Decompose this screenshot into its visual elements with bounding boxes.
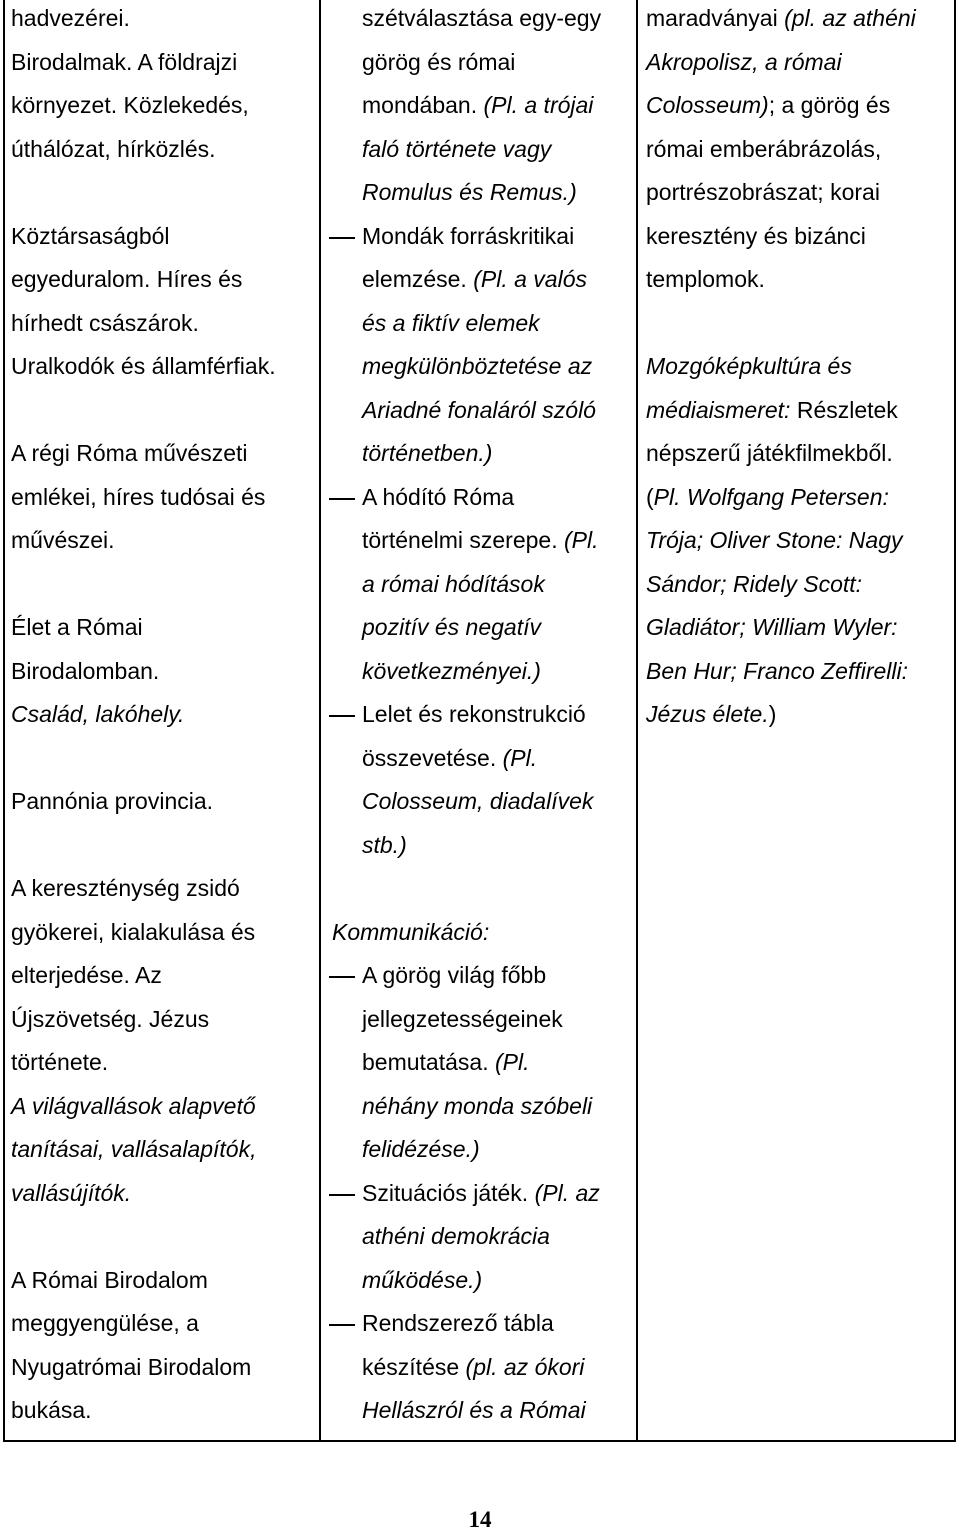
col2-line — [362, 1265, 482, 1295]
col1-text: egyeduralom. Híres és — [11, 266, 243, 292]
col1-line — [11, 134, 216, 164]
col1-text: vallásújítók. — [11, 1179, 132, 1206]
col1-text: Uralkodók és államférfiak. — [11, 353, 276, 379]
col3-line — [646, 569, 862, 599]
col1-text: bukása. — [11, 1397, 92, 1423]
col1-line — [11, 873, 240, 903]
col2-text: szétválasztása egy-egy — [362, 5, 602, 31]
curriculum-table — [3, 0, 956, 1442]
col1-line — [11, 1265, 208, 1295]
col3-text: népszerű játékfilmekből. — [646, 440, 893, 466]
col2-text: pozitív és negatív — [362, 614, 541, 640]
col1-line — [11, 960, 162, 990]
col2-line — [362, 1352, 584, 1382]
col3-text: római emberábrázolás, — [646, 135, 882, 162]
col1-text: Újszövetség. Jézus — [11, 1005, 210, 1032]
col2-line — [362, 1134, 480, 1164]
col2-text: (Pl. — [563, 527, 599, 553]
col3-line — [646, 90, 890, 120]
col1-line — [11, 786, 213, 816]
col2-text: mondában. — [362, 92, 484, 118]
col3-text: Mozgóképkultúra és — [646, 353, 852, 379]
col2-line — [362, 1178, 600, 1208]
col3-text: Jézus élete. — [646, 701, 769, 727]
col2-line — [362, 177, 577, 207]
col1-text: Élet a Római — [11, 614, 143, 640]
col3-text: ) — [768, 701, 777, 727]
col3-line — [646, 525, 903, 555]
col2-text: Colosseum, diadalívek — [362, 788, 594, 814]
col2-line — [362, 308, 540, 338]
col1-text: hírhedt császárok. — [11, 309, 199, 336]
col2-text: Hellászról és a Római — [362, 1397, 586, 1423]
col2-text: történelmi szerepe. — [362, 527, 564, 553]
col2-line — [362, 47, 515, 77]
col2-line — [362, 1004, 563, 1034]
col1-text: Birodalomban. — [11, 657, 160, 684]
col1-text: Köztársaságból — [11, 222, 170, 249]
col1-line — [11, 1395, 92, 1425]
col2-line — [362, 612, 541, 642]
col2-line — [362, 830, 407, 860]
col2-text: görög és római — [362, 48, 516, 75]
col3-line — [646, 699, 776, 729]
col2-line — [362, 1221, 550, 1251]
col1-text: gyökerei, kialakulása és — [11, 918, 256, 945]
col1-line — [11, 1004, 209, 1034]
col1-text: Birodalmak. A földrajzi — [11, 48, 238, 75]
col2-text: (Pl. — [502, 744, 538, 771]
col3-text: Sándor; Ridely Scott: — [646, 570, 863, 597]
col3-text: médiaismeret: — [646, 396, 791, 423]
col2-line — [362, 134, 551, 164]
col1-line — [11, 3, 130, 33]
list-dash-icon — [329, 715, 355, 717]
col2-line — [362, 395, 596, 425]
column-divider-1 — [319, 0, 321, 1440]
col1-line — [11, 656, 159, 686]
col1-line — [11, 47, 237, 77]
col2-text: működése.) — [362, 1266, 483, 1293]
col1-text: Pannónia provincia. — [11, 788, 214, 814]
col1-line — [11, 351, 276, 381]
col2-line — [362, 656, 541, 686]
col2-line — [362, 1395, 586, 1425]
col3-line — [646, 3, 916, 33]
col3-text: Colosseum) — [646, 92, 769, 118]
col1-line — [11, 917, 255, 947]
col2-text: Mondák forráskritikai — [362, 222, 575, 249]
col1-line — [11, 264, 242, 294]
col1-line — [11, 438, 247, 468]
col2-line — [362, 786, 593, 816]
page-number: 14 — [468, 1507, 492, 1532]
col3-line — [646, 438, 893, 468]
column-divider-2 — [636, 0, 638, 1440]
col1-text: A régi Róma művészeti — [11, 440, 248, 466]
col3-line — [646, 177, 880, 207]
col1-text: tanításai, vallásalapítók, — [11, 1136, 257, 1162]
col2-text: bemutatása. — [362, 1049, 495, 1075]
col2-text: A görög világ főbb — [362, 962, 547, 988]
col1-text: A kereszténység zsidó — [11, 875, 240, 901]
col2-text: stb.) — [362, 831, 407, 858]
col1-line — [11, 1308, 199, 1338]
col2-text: összevetése. — [362, 744, 503, 771]
col3-text: (pl. az athéni — [784, 5, 916, 31]
col1-line — [11, 221, 170, 251]
col3-text: Gladiátor; William Wyler: — [646, 614, 898, 640]
col2-text: (Pl. a valós — [473, 266, 587, 292]
col2-line — [362, 90, 593, 120]
col1-text: története. — [11, 1049, 109, 1075]
col3-text: maradványai — [646, 5, 785, 31]
list-dash-icon — [329, 976, 355, 978]
col2-text: néhány monda szóbeli — [362, 1092, 593, 1119]
col3-text: templomok. — [646, 266, 765, 292]
col3-text: Ben Hur; Franco Zeffirelli: — [646, 657, 909, 684]
col2-line — [362, 960, 546, 990]
col3-line — [646, 395, 898, 425]
col2-text: athéni demokrácia — [362, 1223, 550, 1249]
list-dash-icon — [329, 237, 355, 239]
col2-line — [362, 1047, 529, 1077]
col1-text: meggyengülése, a — [11, 1310, 199, 1336]
col3-line — [646, 221, 866, 251]
col2-text: (Pl. az — [534, 1179, 600, 1206]
col3-text: Akropolisz, a római — [646, 48, 842, 75]
col3-text: portrészobrászat; korai — [646, 179, 880, 205]
col2-line — [362, 743, 537, 773]
col2-text: A hódító Róma — [362, 483, 515, 510]
col2-line — [362, 525, 598, 555]
col1-line — [11, 1134, 256, 1164]
list-dash-icon — [329, 498, 355, 500]
col2-text: felidézése.) — [362, 1136, 480, 1162]
col1-line — [11, 612, 143, 642]
col3-text: keresztény és bizánci — [646, 222, 866, 249]
col3-line — [646, 351, 852, 381]
list-dash-icon — [329, 1194, 355, 1196]
col2-text: faló története vagy — [362, 135, 552, 162]
col1-text: hadvezérei. — [11, 5, 130, 31]
col2-text: megkülönböztetése az — [362, 353, 593, 379]
list-dash-icon — [329, 1324, 355, 1326]
col1-line — [11, 525, 115, 555]
col1-line — [11, 1091, 256, 1121]
col1-line — [11, 1352, 251, 1382]
col1-line — [11, 1047, 108, 1077]
col1-line — [11, 1178, 131, 1208]
col1-line — [11, 482, 265, 512]
col3-text: Részletek — [790, 396, 898, 423]
col2-text: Ariadné fonaláról szóló — [362, 396, 596, 423]
col2-text: jellegzetességeinek — [362, 1005, 563, 1032]
col3-line — [646, 264, 765, 294]
col2-line — [362, 569, 545, 599]
col1-line — [11, 699, 184, 729]
col1-text: elterjedése. Az — [11, 962, 162, 988]
col2-line — [362, 264, 587, 294]
col2-text: a római hódítások — [362, 570, 545, 597]
col2-text: Szituációs játék. — [362, 1179, 535, 1206]
col2-line — [362, 438, 492, 468]
col3-text: Trója; Oliver Stone: Nagy — [646, 527, 903, 553]
col3-line — [646, 656, 908, 686]
col2-text: (Pl. — [494, 1049, 530, 1075]
col2-line — [362, 1308, 554, 1338]
col3-text: ( — [646, 483, 654, 510]
col2-text: Romulus és Remus.) — [362, 179, 577, 205]
col2-text: elemzése. — [362, 266, 474, 292]
col2-text: Lelet és rekonstrukció — [362, 701, 586, 727]
col1-line — [11, 308, 199, 338]
col3-line — [646, 612, 898, 642]
col2-line — [362, 351, 592, 381]
col2-text: készítése — [362, 1353, 466, 1380]
col1-text: környezet. Közlekedés, — [11, 92, 249, 118]
col2-line — [362, 699, 586, 729]
col2-line — [332, 917, 489, 947]
col2-text: következményei.) — [362, 657, 541, 684]
col3-line — [646, 134, 881, 164]
col3-line — [646, 482, 889, 512]
col2-text: (pl. az ókori — [465, 1353, 585, 1380]
col2-text: (Pl. a trójai — [483, 92, 594, 118]
col1-text: A világvallások alapvető — [11, 1092, 256, 1119]
col1-line — [11, 90, 249, 120]
col2-line — [362, 482, 514, 512]
col2-text: és a fiktív elemek — [362, 309, 540, 336]
col3-text: ; a görög és — [768, 92, 891, 118]
col1-text: Nyugatrómai Birodalom — [11, 1353, 252, 1380]
col1-text: A Római Birodalom — [11, 1266, 208, 1293]
col2-line — [362, 3, 601, 33]
col2-text: Kommunikáció: — [332, 918, 490, 945]
col2-text: történetben.) — [362, 440, 493, 466]
col1-text: úthálózat, hírközlés. — [11, 135, 216, 162]
col1-text: művészei. — [11, 527, 115, 553]
col2-text: Rendszerező tábla — [362, 1310, 554, 1336]
col2-line — [362, 221, 574, 251]
col1-text: Család, lakóhely. — [11, 701, 185, 727]
col1-text: emlékei, híres tudósai és — [11, 483, 266, 510]
col3-line — [646, 47, 842, 77]
col3-text: Pl. Wolfgang Petersen: — [653, 483, 889, 510]
col2-line — [362, 1091, 592, 1121]
